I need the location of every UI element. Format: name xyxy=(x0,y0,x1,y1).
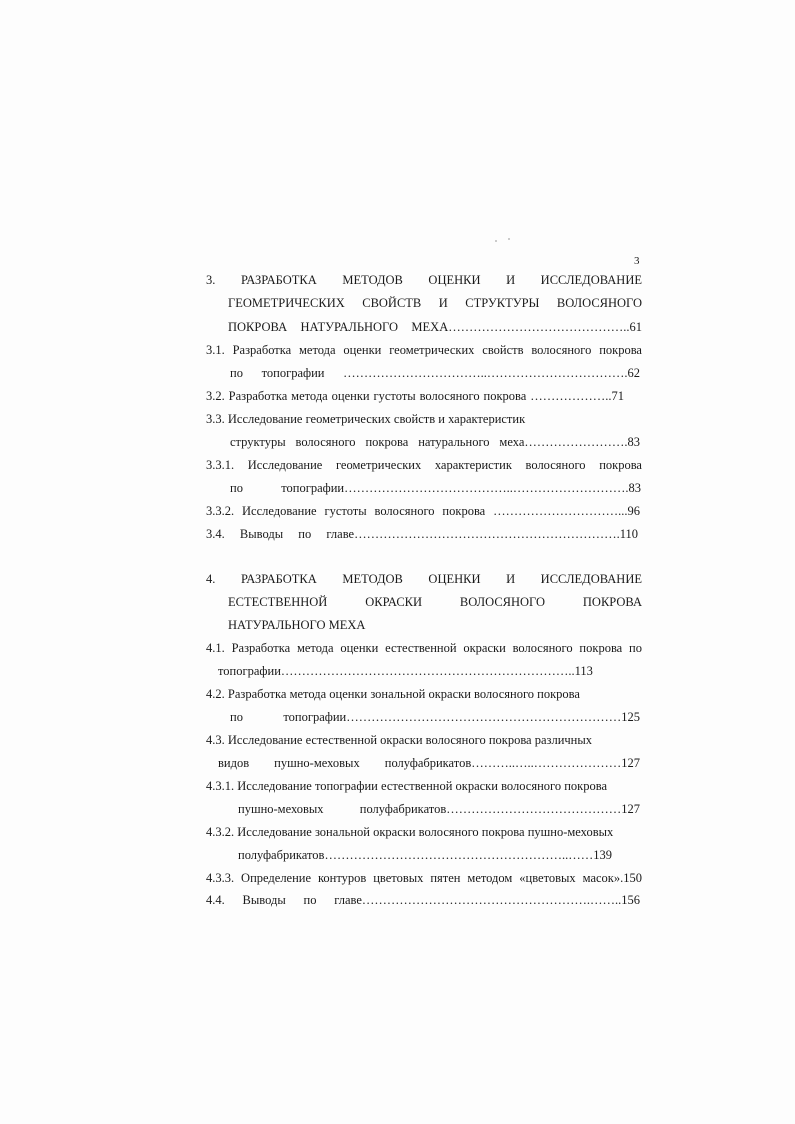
toc-entry-4-3-line-1: 4.3. Исследование естественной окраски волосяного покрова различных xyxy=(206,733,593,747)
toc-entry-4-3-1-line-2: пушно-меховых полуфабрикатов……………………………………127 xyxy=(238,802,640,816)
toc-entry-4-3-1-line-1: 4.3.1. Исследование топографии естественной окраски волосяного покрова xyxy=(206,779,608,793)
page-number: 3 xyxy=(634,255,640,267)
chapter-4-heading-line-2: ЕСТЕСТВЕННОЙ ОКРАСКИ ВОЛОСЯНОГО ПОКРОВА xyxy=(228,595,642,609)
chapter-3-heading-line-3: ПОКРОВА НАТУРАЛЬНОГО МЕХА……………………………………..61 xyxy=(228,320,642,334)
toc-entry-3-2: 3.2. Разработка метода оценки густоты волосяного покрова ………………..71 xyxy=(206,389,624,403)
toc-entry-4-1-line-1: 4.1. Разработка метода оценки естественной окраски волосяного покрова по xyxy=(206,641,642,655)
scan-speck xyxy=(495,240,497,242)
toc-entry-4-3-3: 4.3.3. Определение контуров цветовых пятен методом «цветовых масок».150 xyxy=(206,871,642,885)
chapter-4-heading-line-3: НАТУРАЛЬНОГО МЕХА xyxy=(228,618,366,632)
toc-entry-4-2-line-2: по топографии…………………………………………………………125 xyxy=(230,710,640,724)
toc-entry-4-3-line-2: видов пушно-меховых полуфабрикатов………..…..…………………127 xyxy=(218,756,640,770)
chapter-4-heading-line-1: 4. РАЗРАБОТКА МЕТОДОВ ОЦЕНКИ И ИССЛЕДОВАНИЕ xyxy=(206,572,642,586)
toc-entry-4-2-line-1: 4.2. Разработка метода оценки зональной окраски волосяного покрова xyxy=(206,687,580,701)
toc-entry-4-4: 4.4. Выводы по главе……………………………………………….……..156 xyxy=(206,893,640,907)
scan-speck xyxy=(508,238,510,240)
toc-entry-3-3-line-1: 3.3. Исследование геометрических свойств и характеристик xyxy=(206,412,526,426)
toc-entry-4-1-line-2: топографии……………………………………………………………..113 xyxy=(218,664,593,678)
toc-entry-3-1-line-2: по топографии ……………………………..…………………………….62 xyxy=(230,366,640,380)
toc-entry-4-3-2-line-1: 4.3.2. Исследование зональной окраски волосяного покрова пушно-меховых xyxy=(206,825,614,839)
toc-entry-3-3-1-line-1: 3.3.1. Исследование геометрических характеристик волосяного покрова xyxy=(206,458,642,472)
toc-entry-3-1-line-1: 3.1. Разработка метода оценки геометрических свойств волосяного покрова xyxy=(206,343,642,357)
chapter-3-heading-line-2: ГЕОМЕТРИЧЕСКИХ СВОЙСТВ И СТРУКТУРЫ ВОЛОСЯНОГО xyxy=(228,296,642,310)
toc-entry-3-3-1-line-2: по топографии…………………………………..……………………….83 xyxy=(230,481,641,495)
toc-entry-3-3-line-2: структуры волосяного покрова натурального меха…………………….83 xyxy=(230,435,640,449)
chapter-3-heading-line-1: 3. РАЗРАБОТКА МЕТОДОВ ОЦЕНКИ И ИССЛЕДОВАНИЕ xyxy=(206,273,642,287)
toc-entry-3-3-2: 3.3.2. Исследование густоты волосяного покрова …………………………...96 xyxy=(206,504,640,518)
toc-entry-4-3-2-line-2: полуфабрикатов…………………………………………………..……139 xyxy=(238,848,612,862)
toc-entry-3-4: 3.4. Выводы по главе……………………………………………………….110 xyxy=(206,527,638,541)
